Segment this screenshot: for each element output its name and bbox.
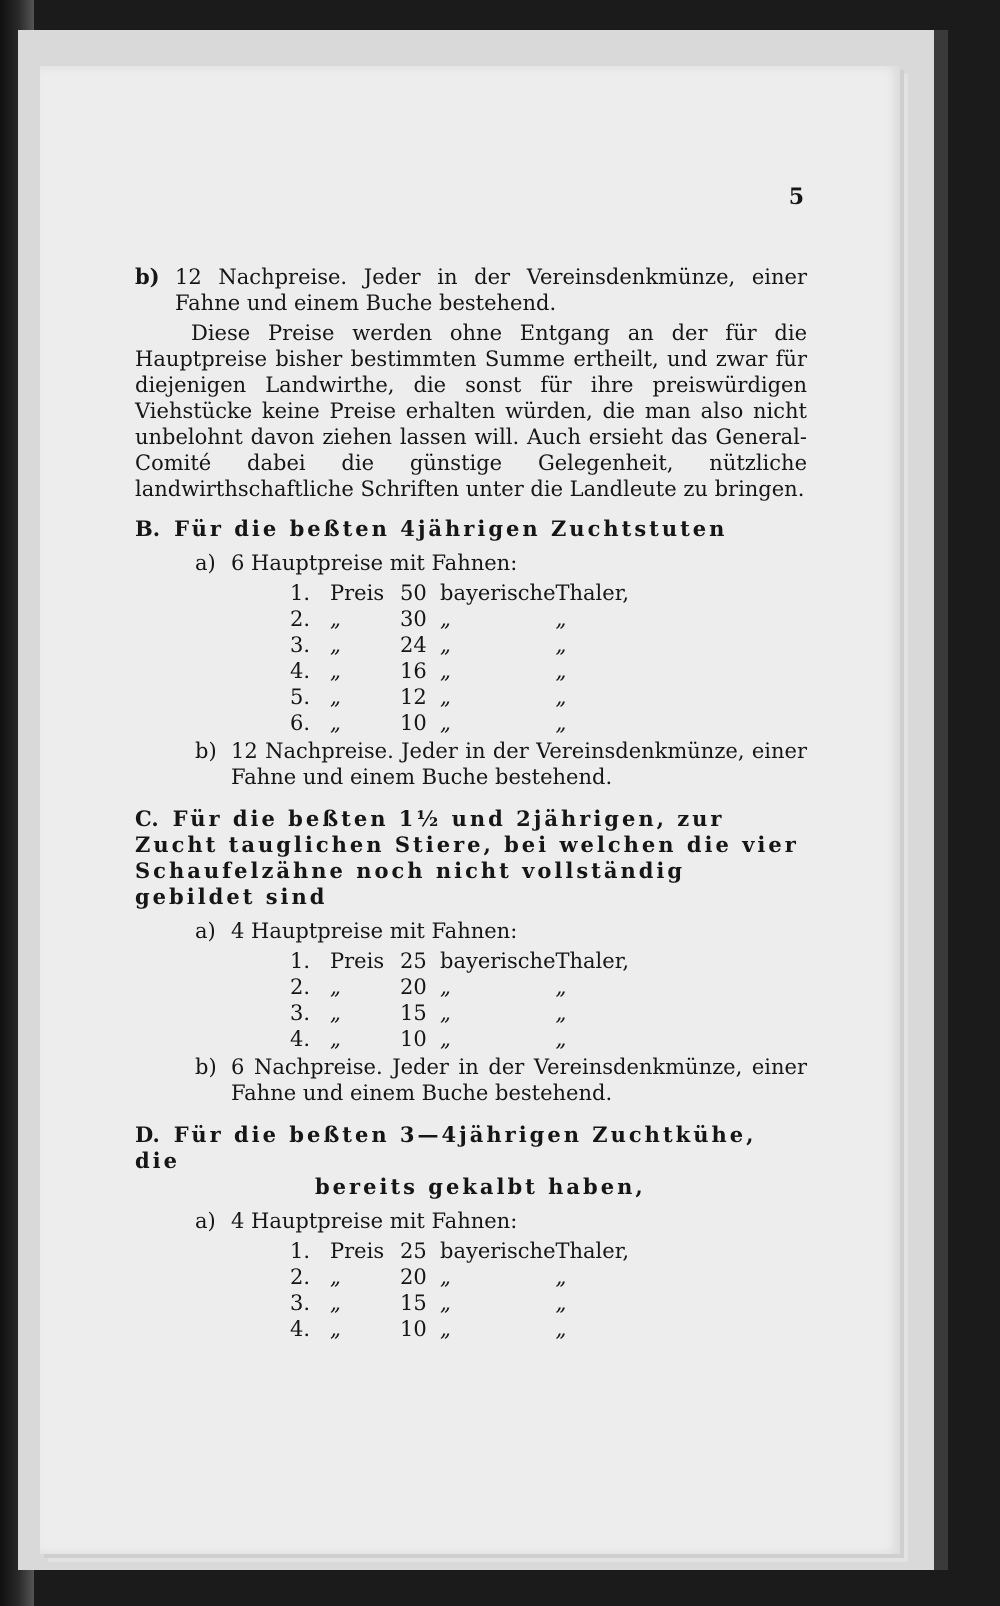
price-row (290, 658, 666, 684)
price-unit: Thaler, (555, 581, 630, 605)
price-currency: „ (440, 711, 451, 735)
price-currency: „ (440, 685, 451, 709)
price-currency: „ (440, 659, 451, 683)
price-row (290, 1264, 666, 1290)
price-unit: „ (555, 659, 567, 683)
price-word: „ (330, 1265, 341, 1289)
price-amount: 10 (400, 1027, 427, 1051)
price-unit: „ (555, 1027, 567, 1051)
section-heading (135, 806, 807, 910)
price-rank: 3. (290, 1001, 311, 1025)
price-rank: 6. (290, 711, 311, 735)
explanation-paragraph: Diese Preise werden ohne Entgang an der für die Hauptpreise bisher bestimmten Summe ertheilt, und zwar für diejenigen Landwirthe, die sonst für ihre preiswürdigen Viehstücke keine Preise erhalten würden, die man also nicht unbelohnt davon ziehen lassen will. Auch ersieht das General-Comité dabei die günstige Gelegenheit, nützliche landwirthschaftliche Schriften unter die Landleute zu bringen. (135, 321, 807, 501)
prize-sections (135, 516, 807, 1342)
section-heading (135, 516, 807, 542)
price-currency: bayerische (440, 949, 556, 973)
price-currency: „ (440, 607, 451, 631)
intro-text: 12 Nachpreise. Jeder in der Vereinsdenkmünze, einer Fahne und einem Buche bestehend. (175, 265, 807, 315)
price-row (290, 1238, 666, 1264)
price-currency: „ (440, 1265, 451, 1289)
price-currency: „ (440, 1317, 451, 1341)
page-stack (18, 30, 948, 1570)
price-unit: „ (555, 1291, 567, 1315)
price-rank: 2. (290, 1265, 311, 1289)
section-title: Für die beßten 4jährigen Zuchtstuten (174, 516, 728, 541)
price-amount: 24 (400, 633, 427, 657)
main-prizes-text: 4 Hauptpreise mit Fahnen: (231, 1209, 518, 1233)
price-amount: 50 (400, 581, 427, 605)
price-word: „ (330, 975, 341, 999)
price-amount: 10 (400, 711, 427, 735)
main-prizes-text: 6 Hauptpreise mit Fahnen: (231, 551, 518, 575)
price-row (290, 710, 666, 736)
price-rank: 3. (290, 1291, 311, 1315)
page-content (135, 264, 807, 1342)
price-currency: bayerische (440, 581, 556, 605)
section-letter: D. (135, 1122, 160, 1147)
main-prizes-marker: a) (195, 919, 216, 943)
secondary-prizes-text: 12 Nachpreise. Jeder in der Vereinsdenkmünze, einer Fahne und einem Buche bestehend. (231, 739, 807, 789)
price-rank: 2. (290, 975, 311, 999)
price-word: Preis (330, 581, 385, 605)
price-rank: 3. (290, 633, 311, 657)
secondary-prizes (135, 1054, 807, 1106)
price-amount: 20 (400, 1265, 427, 1289)
price-amount: 10 (400, 1317, 427, 1341)
price-unit: „ (555, 711, 567, 735)
price-amount: 15 (400, 1001, 427, 1025)
price-row (290, 580, 666, 606)
price-currency: „ (440, 1027, 451, 1051)
price-row (290, 974, 666, 1000)
price-unit: „ (555, 975, 567, 999)
price-word: Preis (330, 949, 385, 973)
price-rank: 1. (290, 581, 311, 605)
price-currency: bayerische (440, 1239, 556, 1263)
price-table (290, 1238, 666, 1342)
secondary-prizes-marker: b) (195, 1055, 217, 1079)
price-amount: 25 (400, 949, 427, 973)
price-amount: 25 (400, 1239, 427, 1263)
price-currency: „ (440, 1001, 451, 1025)
price-rank: 4. (290, 1317, 311, 1341)
price-rank: 4. (290, 659, 311, 683)
price-word: „ (330, 633, 341, 657)
price-amount: 15 (400, 1291, 427, 1315)
price-rank: 5. (290, 685, 311, 709)
section-heading (135, 1122, 807, 1174)
price-word: „ (330, 711, 341, 735)
main-prizes-line (135, 918, 807, 944)
price-word: „ (330, 1291, 341, 1315)
price-row (290, 1290, 666, 1316)
price-unit: „ (555, 1265, 567, 1289)
price-word: „ (330, 1317, 341, 1341)
section-letter: B. (135, 516, 161, 541)
prize-section (135, 516, 807, 790)
intro-item (135, 264, 807, 316)
section-title: Für die beßten 3—4jährigen Zuchtkühe, die (135, 1122, 757, 1173)
price-word: „ (330, 659, 341, 683)
price-currency: „ (440, 633, 451, 657)
price-row (290, 1000, 666, 1026)
price-word: „ (330, 607, 341, 631)
price-unit: Thaler, (555, 1239, 630, 1263)
price-row (290, 1026, 666, 1052)
price-rank: 4. (290, 1027, 311, 1051)
price-amount: 12 (400, 685, 427, 709)
price-word: „ (330, 1027, 341, 1051)
price-unit: „ (555, 685, 567, 709)
price-unit: „ (555, 1317, 567, 1341)
price-table (290, 580, 666, 736)
price-unit: „ (555, 1001, 567, 1025)
price-rank: 1. (290, 1239, 311, 1263)
section-title: Für die beßten 1½ und 2jährigen, zur Zucht tauglichen Stiere, bei welchen die vier Schaufelzähne noch nicht vollständig gebildet sind (135, 806, 799, 909)
price-row (290, 1316, 666, 1342)
intro-marker: b) (135, 264, 160, 289)
main-prizes-line (135, 550, 807, 576)
book-page (40, 66, 900, 1554)
price-row (290, 948, 666, 974)
price-table (290, 948, 666, 1052)
price-row (290, 632, 666, 658)
prize-section (135, 1122, 807, 1342)
price-row (290, 684, 666, 710)
prize-section (135, 806, 807, 1106)
price-word: „ (330, 685, 341, 709)
price-unit: „ (555, 633, 567, 657)
price-rank: 1. (290, 949, 311, 973)
secondary-prizes-text: 6 Nachpreise. Jeder in der Vereinsdenkmünze, einer Fahne und einem Buche bestehend. (231, 1055, 807, 1105)
page-number: 5 (788, 184, 804, 210)
price-amount: 30 (400, 607, 427, 631)
secondary-prizes (135, 738, 807, 790)
price-row (290, 606, 666, 632)
price-word: „ (330, 1001, 341, 1025)
price-unit: Thaler, (555, 949, 630, 973)
section-title-line2: bereits gekalbt haben, (315, 1174, 646, 1199)
secondary-prizes-marker: b) (195, 739, 217, 763)
price-currency: „ (440, 1291, 451, 1315)
price-word: Preis (330, 1239, 385, 1263)
price-currency: „ (440, 975, 451, 999)
price-unit: „ (555, 607, 567, 631)
price-amount: 16 (400, 659, 427, 683)
main-prizes-text: 4 Hauptpreise mit Fahnen: (231, 919, 518, 943)
main-prizes-marker: a) (195, 551, 216, 575)
section-letter: C. (135, 806, 159, 831)
price-rank: 2. (290, 607, 311, 631)
main-prizes-line (135, 1208, 807, 1234)
price-amount: 20 (400, 975, 427, 999)
main-prizes-marker: a) (195, 1209, 216, 1233)
